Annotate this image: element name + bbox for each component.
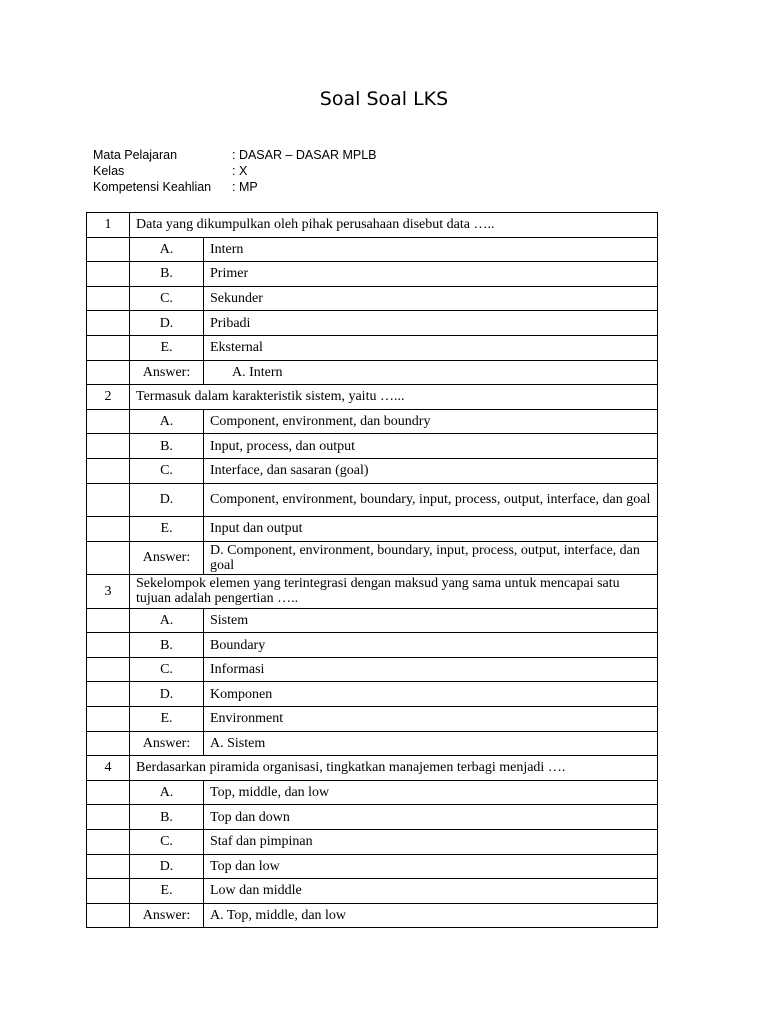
option-row <box>87 286 658 311</box>
option-letter: D. <box>130 311 204 336</box>
option-letter: C. <box>130 829 204 854</box>
option-letter: C. <box>130 458 204 483</box>
option-text: Sistem <box>204 608 658 633</box>
option-letter: C. <box>130 286 204 311</box>
option-letter: A. <box>130 608 204 633</box>
option-letter: B. <box>130 805 204 830</box>
option-letter: A. <box>130 409 204 434</box>
option-letter: D. <box>130 682 204 707</box>
option-row <box>87 657 658 682</box>
option-row <box>87 707 658 732</box>
option-row <box>87 335 658 360</box>
option-letter: D. <box>130 483 204 517</box>
option-text: Component, environment, boundary, input, process, output, interface, dan goal <box>204 483 658 517</box>
meta-label: Kompetensi Keahlian <box>93 180 212 194</box>
option-row <box>87 805 658 830</box>
answer-label: Answer: <box>130 360 204 385</box>
option-letter: A. <box>130 237 204 262</box>
option-row <box>87 458 658 483</box>
meta-value: : DASAR – DASAR MPLB <box>232 148 377 162</box>
meta-row-competency <box>93 179 377 195</box>
option-letter: E. <box>130 335 204 360</box>
answer-text: A. Sistem <box>204 731 658 756</box>
option-row <box>87 237 658 262</box>
option-letter: A. <box>130 780 204 805</box>
option-row <box>87 434 658 459</box>
option-text: Interface, dan sasaran (goal) <box>204 458 658 483</box>
option-row <box>87 854 658 879</box>
meta-value: : X <box>232 164 248 178</box>
option-text: Primer <box>204 262 658 287</box>
question-number: 2 <box>87 385 130 410</box>
meta-value: : MP <box>232 180 258 194</box>
question-number: 3 <box>87 575 130 609</box>
option-text: Informasi <box>204 657 658 682</box>
option-letter: E. <box>130 879 204 904</box>
option-text: Staf dan pimpinan <box>204 829 658 854</box>
option-text: Komponen <box>204 682 658 707</box>
option-text: Boundary <box>204 633 658 658</box>
option-text: Intern <box>204 237 658 262</box>
option-text: Environment <box>204 707 658 732</box>
option-row <box>87 633 658 658</box>
option-letter: E. <box>130 707 204 732</box>
meta-label: Kelas <box>93 164 125 178</box>
answer-row <box>87 731 658 756</box>
answer-label: Answer: <box>130 731 204 756</box>
question-row <box>87 756 658 781</box>
option-letter: D. <box>130 854 204 879</box>
answer-row <box>87 903 658 928</box>
answer-text: A. Top, middle, dan low <box>204 903 658 928</box>
answer-label: Answer: <box>130 541 204 575</box>
question-table <box>86 212 658 928</box>
option-text: Eksternal <box>204 335 658 360</box>
option-row <box>87 829 658 854</box>
option-row <box>87 483 658 517</box>
option-row <box>87 409 658 434</box>
option-letter: B. <box>130 434 204 459</box>
option-text: Top, middle, dan low <box>204 780 658 805</box>
question-text: Sekelompok elemen yang terintegrasi dengan maksud yang sama untuk mencapai satu tujuan adalah pengertian ….. <box>130 575 658 609</box>
answer-text: A. Intern <box>204 360 658 385</box>
option-text: Pribadi <box>204 311 658 336</box>
question-row <box>87 575 658 609</box>
option-row <box>87 879 658 904</box>
meta-label: Mata Pelajaran <box>93 148 178 162</box>
option-text: Input dan output <box>204 517 658 542</box>
answer-text: D. Component, environment, boundary, input, process, output, interface, dan goal <box>204 541 658 575</box>
answer-label: Answer: <box>130 903 204 928</box>
document-meta <box>93 147 377 195</box>
option-row <box>87 517 658 542</box>
option-row <box>87 262 658 287</box>
option-row <box>87 608 658 633</box>
question-row <box>87 213 658 238</box>
option-letter: E. <box>130 517 204 542</box>
option-letter: B. <box>130 633 204 658</box>
option-text: Top dan low <box>204 854 658 879</box>
option-row <box>87 682 658 707</box>
question-number: 1 <box>87 213 130 238</box>
meta-row-subject <box>93 147 377 163</box>
question-number: 4 <box>87 756 130 781</box>
question-text: Termasuk dalam karakteristik sistem, yaitu …... <box>130 385 658 410</box>
meta-row-class <box>93 163 377 179</box>
option-text: Sekunder <box>204 286 658 311</box>
option-text: Component, environment, dan boundry <box>204 409 658 434</box>
option-letter: C. <box>130 657 204 682</box>
option-row <box>87 311 658 336</box>
answer-row <box>87 360 658 385</box>
option-text: Input, process, dan output <box>204 434 658 459</box>
question-text: Data yang dikumpulkan oleh pihak perusahaan disebut data ….. <box>130 213 658 238</box>
option-text: Top dan down <box>204 805 658 830</box>
page-title: Soal Soal LKS <box>319 88 449 110</box>
answer-row <box>87 541 658 575</box>
option-text: Low dan middle <box>204 879 658 904</box>
question-text: Berdasarkan piramida organisasi, tingkatkan manajemen terbagi menjadi …. <box>130 756 658 781</box>
option-letter: B. <box>130 262 204 287</box>
option-row <box>87 780 658 805</box>
question-row <box>87 385 658 410</box>
